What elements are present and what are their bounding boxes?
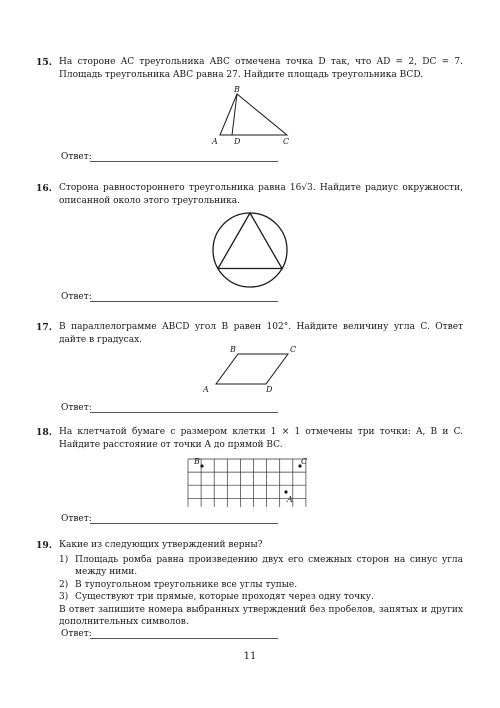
option-item bbox=[59, 591, 463, 604]
label-b: B bbox=[234, 85, 240, 94]
option-text: В тупоугольном треугольнике все углы тупые. bbox=[75, 579, 298, 590]
label-c: C bbox=[301, 457, 308, 466]
answer-label: Ответ: bbox=[61, 152, 92, 162]
point-a bbox=[284, 490, 287, 493]
point-b bbox=[200, 464, 203, 467]
answer-label: Ответ: bbox=[61, 629, 92, 639]
answer-label: Ответ: bbox=[61, 514, 92, 524]
label-a: A bbox=[203, 385, 209, 394]
task-text: На клетчатой бумаге с размером клетки 1 × 1 отмечены три точки: A, B и C. Найдите расстояние от точки A до прямой BC. bbox=[59, 427, 463, 450]
grid-figure bbox=[186, 453, 314, 507]
option-number: 2) bbox=[59, 579, 69, 590]
answer-field[interactable] bbox=[90, 301, 278, 302]
answer-label: Ответ: bbox=[61, 292, 92, 302]
answer-label: Ответ: bbox=[61, 403, 92, 413]
triangle-abc-figure bbox=[205, 84, 305, 148]
label-d: D bbox=[234, 137, 241, 146]
option-text: Существуют три прямые, которые проходят через одну точку. bbox=[75, 592, 374, 602]
parallelogram-figure bbox=[200, 342, 304, 398]
task-footer: В ответ запишите номера выбранных утверждений без пробелов, запятых и других дополнительных символов. bbox=[59, 604, 463, 627]
label-c: C bbox=[283, 137, 290, 146]
task-text: В параллелограмме ABCD угол B равен 102°. Найдите величину угла C. Ответ дайте в градусах. bbox=[59, 322, 463, 345]
task-text: На стороне AC треугольника ABC отмечена точка D так, что AD = 2, DC = 7. Площадь треугольника ABC равна 27. Найдите площадь треугольника BCD. bbox=[59, 57, 463, 80]
label-d: D bbox=[266, 385, 273, 394]
task-number: 16. bbox=[36, 183, 52, 194]
answer-field[interactable] bbox=[90, 638, 278, 639]
task-number: 19. bbox=[36, 540, 52, 551]
task-number: 17. bbox=[36, 322, 52, 333]
answer-field[interactable] bbox=[90, 161, 278, 162]
option-item bbox=[59, 579, 463, 592]
option-number: 1) bbox=[59, 554, 69, 565]
task-body bbox=[59, 539, 463, 629]
option-text: Площадь ромба равна произведению двух его смежных сторон на синус угла между ними. bbox=[75, 554, 463, 577]
task-number: 15. bbox=[36, 57, 52, 68]
label-a: A bbox=[287, 495, 293, 504]
option-number: 3) bbox=[59, 592, 69, 602]
label-b: B bbox=[230, 345, 236, 354]
label-a: A bbox=[212, 137, 218, 146]
circle-triangle-figure bbox=[208, 208, 292, 292]
task-text: Какие из следующих утверждений верны? bbox=[59, 540, 263, 550]
options-list bbox=[59, 554, 463, 604]
page-number: 11 bbox=[243, 651, 257, 662]
option-item bbox=[59, 554, 463, 579]
answer-field[interactable] bbox=[90, 523, 278, 524]
label-c: C bbox=[290, 345, 297, 354]
answer-field[interactable] bbox=[90, 412, 278, 413]
label-b: B bbox=[194, 457, 200, 466]
task-text: Сторона равностороннего треугольника равна 16√3. Найдите радиус окружности, описанной около этого треугольника. bbox=[59, 183, 463, 206]
task-number: 18. bbox=[36, 427, 52, 438]
